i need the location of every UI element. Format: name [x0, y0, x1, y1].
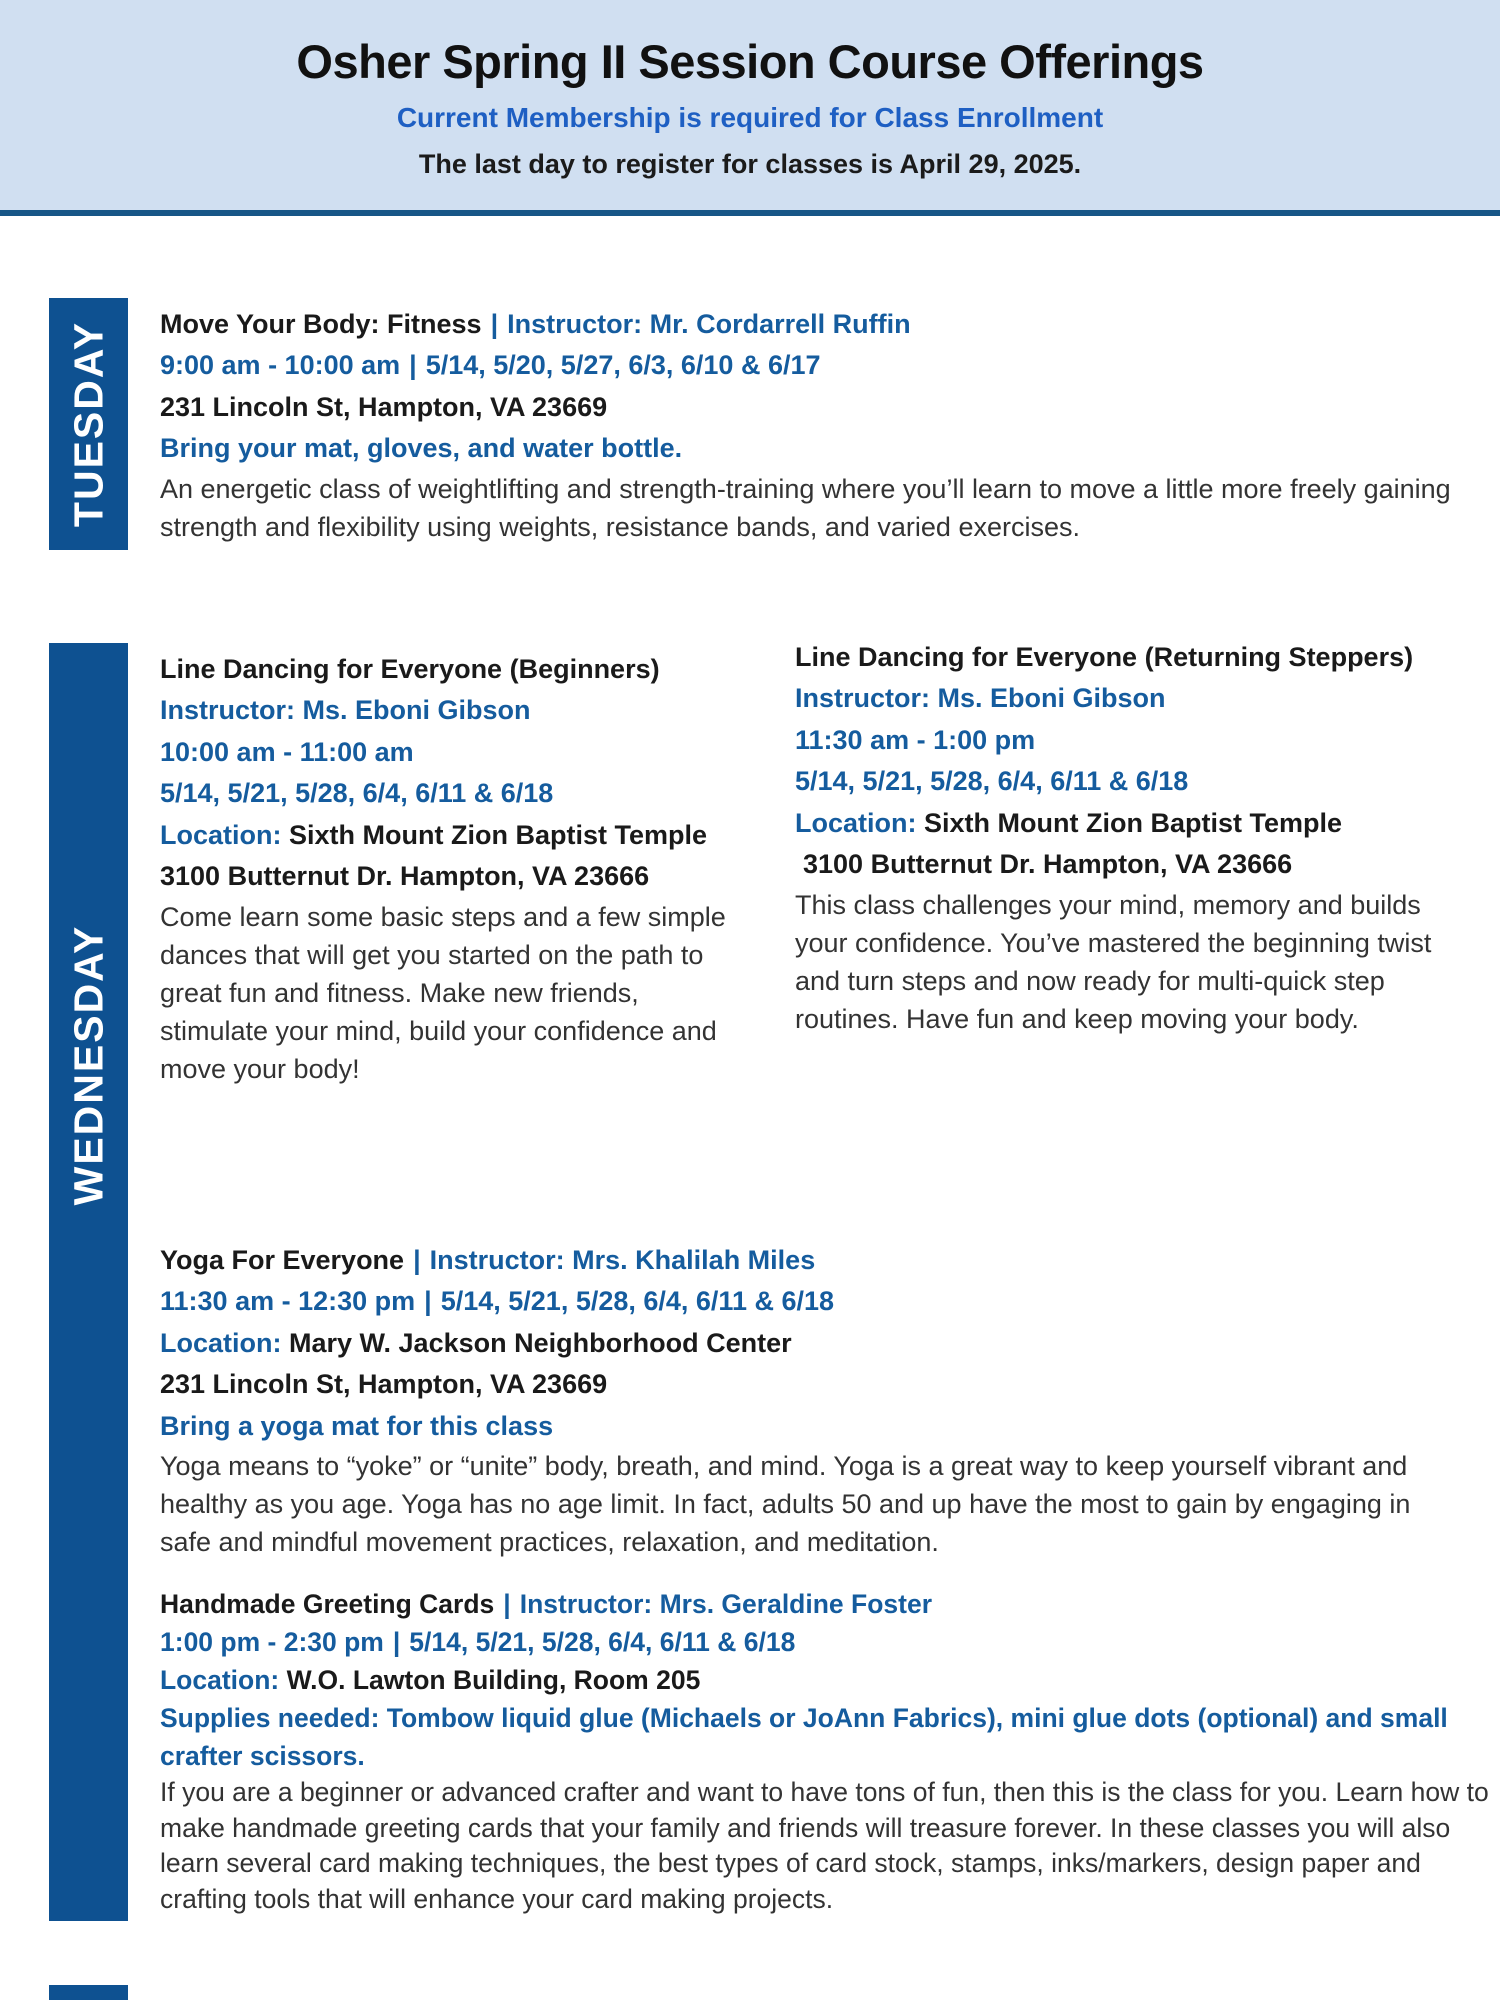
course-instructor: Instructor: Ms. Eboni Gibson: [795, 683, 1166, 714]
course-title: Handmade Greeting Cards: [160, 1589, 495, 1620]
course-location-line: [160, 815, 760, 857]
course-location-line: [795, 803, 1500, 845]
location-label: Location:: [795, 807, 917, 838]
next-day-rail-sliver: [49, 1985, 128, 2000]
course-yoga: [160, 1240, 1500, 1562]
location-label: Location:: [160, 1327, 282, 1358]
course-note: Bring a yoga mat for this class: [160, 1410, 554, 1441]
course-address: 231 Lincoln St, Hampton, VA 23669: [160, 1369, 608, 1400]
membership-note: Current Membership is required for Class Enrollment: [396, 101, 1104, 133]
course-schedule-line: [160, 1281, 1500, 1323]
course-instructor: Instructor: Ms. Eboni Gibson: [160, 695, 531, 726]
course-schedule-line: [160, 1623, 1500, 1661]
location-label: Location:: [160, 1665, 280, 1696]
course-time: 11:30 am - 12:30 pm: [160, 1286, 416, 1317]
tuesday-day-rail: [49, 298, 128, 550]
flyer-header: [0, 0, 1500, 216]
course-instructor: Instructor: Mrs. Khalilah Miles: [429, 1244, 816, 1275]
course-title: Move Your Body: Fitness: [160, 308, 482, 339]
course-dates: 5/14, 5/21, 5/28, 6/4, 6/11 & 6/18: [795, 766, 1189, 797]
course-title-line: [160, 1240, 1500, 1282]
course-dates: 5/14, 5/21, 5/28, 6/4, 6/11 & 6/18: [160, 778, 554, 809]
course-greeting-cards: [160, 1585, 1500, 1917]
course-dates: 5/14, 5/21, 5/28, 6/4, 6/11 & 6/18: [440, 1286, 835, 1317]
separator: |: [413, 1244, 421, 1275]
wednesday-day-label: WEDNESDAY: [65, 924, 111, 1205]
course-title: Yoga For Everyone: [160, 1244, 405, 1275]
course-address: 3100 Butternut Dr. Hampton, VA 23666: [160, 861, 650, 892]
course-note: Bring your mat, gloves, and water bottle.: [160, 433, 683, 464]
course-instructor: Instructor: Mrs. Geraldine Foster: [519, 1589, 933, 1620]
course-dates: 5/14, 5/20, 5/27, 6/3, 6/10 & 6/17: [425, 350, 821, 381]
course-schedule-line: [160, 345, 1500, 387]
course-location-line: [160, 1323, 1500, 1365]
course-title-line: [160, 304, 1500, 346]
course-description: Come learn some basic steps and a few simple dances that will get you started on the path to great fun and fitness. Make new friends, stimulate your mind, build your confidence and move your body!: [160, 901, 726, 1084]
course-location: W.O. Lawton Building, Room 205: [286, 1665, 701, 1696]
course-fitness: [160, 304, 1500, 546]
separator: |: [424, 1286, 432, 1317]
course-title: Line Dancing for Everyone (Beginners): [160, 653, 660, 684]
course-instructor: Instructor: Mr. Cordarrell Ruffin: [507, 308, 911, 339]
separator: |: [490, 308, 499, 339]
course-description: Yoga means to “yoke” or “unite” body, breath, and mind. Yoga is a great way to keep yourself vibrant and healthy as you age. Yoga has no age limit. In fact, adults 50 and up have the most to gain by engaging in safe and mindful movement practices, relaxation, and meditation.: [160, 1451, 1411, 1558]
course-description: If you are a beginner or advanced crafter and want to have tons of fun, then this is the class for you. Learn how to make handmade greeting cards that your family and friends will treasure forever. In these classes you will also learn several card making techniques, the best types of card stock, stamps, inks/markers, design paper and crafting tools that will enhance your card making projects.: [160, 1777, 1489, 1914]
course-time: 11:30 am - 1:00 pm: [795, 724, 1036, 755]
course-location-line: [160, 1661, 1500, 1699]
course-location: Mary W. Jackson Neighborhood Center: [289, 1327, 792, 1358]
location-label: Location:: [160, 819, 282, 850]
separator: |: [503, 1589, 511, 1620]
wednesday-day-rail: [49, 643, 128, 1922]
course-supplies-note: Supplies needed: Tombow liquid glue (Michaels or JoAnn Fabrics), mini glue dots (optional) and small crafter scissors.: [160, 1703, 1448, 1772]
registration-deadline: The last day to register for classes is April 29, 2025.: [418, 148, 1082, 179]
course-location: Sixth Mount Zion Baptist Temple: [289, 819, 708, 850]
course-title: Line Dancing for Everyone (Returning Steppers): [795, 641, 1414, 672]
line-dancing-columns: [160, 641, 1500, 1088]
wednesday-content: [128, 643, 1500, 1922]
tuesday-day-label: TUESDAY: [65, 320, 111, 527]
course-description: This class challenges your mind, memory and builds your confidence. You’ve mastered the beginning twist and turn steps and now ready for multi-quick step routines. Have fun and keep moving your body.: [795, 889, 1432, 1034]
wednesday-section: [49, 643, 1500, 1922]
tuesday-content: [128, 298, 1500, 550]
course-time: 10:00 am - 11:00 am: [160, 736, 414, 767]
course-description: An energetic class of weightlifting and strength-training where you’ll learn to move a little more freely gaining strength and flexibility using weights, resistance bands, and varied exercises.: [160, 473, 1451, 542]
course-title-line: [160, 1585, 1500, 1623]
course-address: 231 Lincoln St, Hampton, VA 23669: [160, 391, 608, 422]
course-line-dancing-beginners: [160, 649, 760, 1088]
separator: |: [392, 1627, 401, 1658]
tuesday-section: [49, 298, 1500, 550]
course-time: 1:00 pm - 2:30 pm: [160, 1627, 384, 1658]
separator: |: [409, 350, 417, 381]
page-title: Osher Spring II Session Course Offerings: [296, 35, 1204, 88]
course-location: Sixth Mount Zion Baptist Temple: [924, 807, 1343, 838]
course-dates: 5/14, 5/21, 5/28, 6/4, 6/11 & 6/18: [409, 1627, 796, 1658]
course-address: 3100 Butternut Dr. Hampton, VA 23666: [803, 849, 1293, 880]
course-time: 9:00 am - 10:00 am: [160, 350, 401, 381]
course-line-dancing-returning: [795, 637, 1500, 1088]
